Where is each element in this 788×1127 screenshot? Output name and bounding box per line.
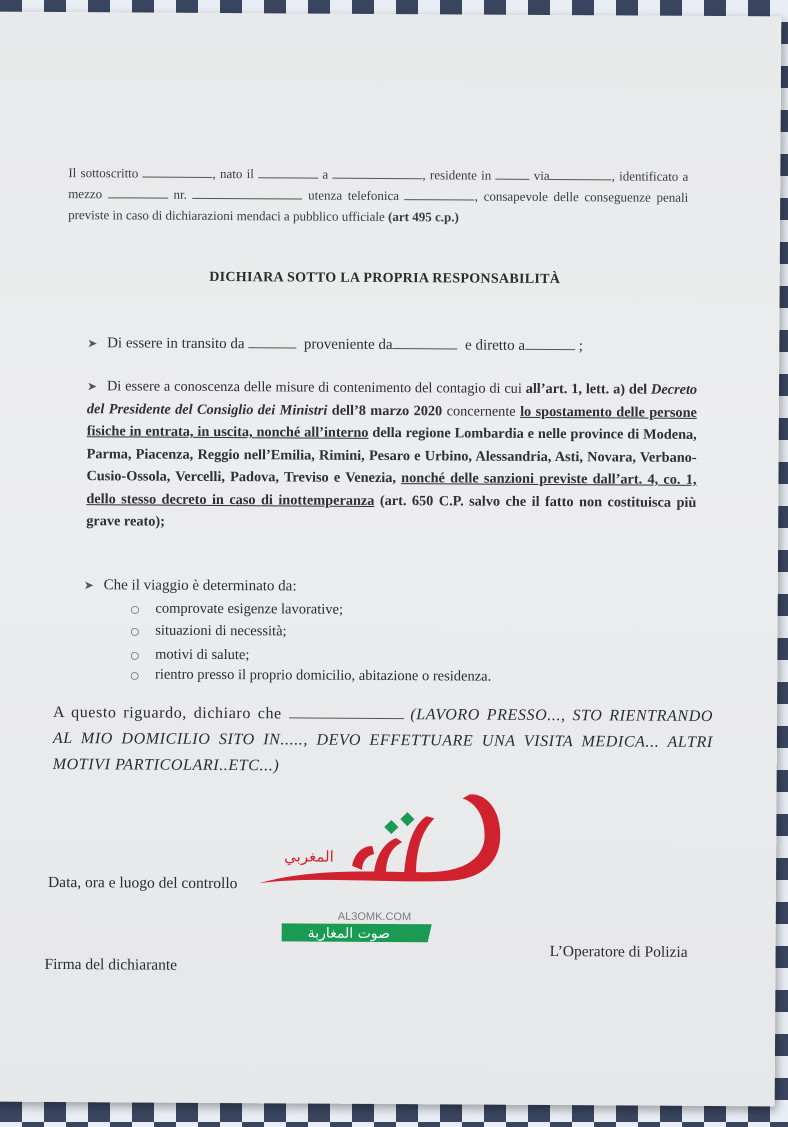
awareness-paragraph	[86, 375, 697, 536]
reason-option[interactable]	[131, 622, 287, 640]
travel-reason-label: Che il viaggio è determinato da:	[103, 577, 297, 595]
intro-text: nr.	[173, 186, 187, 202]
reason-option-label: motivi di salute;	[155, 646, 250, 664]
intro-text: utenza telefonica	[308, 187, 400, 204]
officer-signature-label: L’Operatore di Polizia	[549, 943, 688, 961]
circle-bullet-icon: ○	[130, 604, 140, 616]
declaration-blank[interactable]	[289, 703, 404, 719]
movement-clause: lo spostamento delle persone fisiche in entrata, in uscita, nonché all’interno	[86, 403, 697, 441]
street-blank	[550, 167, 612, 180]
declaration-lead: A questo riguardo, dichiaro che	[53, 703, 282, 723]
origin-label: proveniente da	[303, 336, 393, 354]
transit-from-blank	[248, 335, 296, 348]
id-number-blank	[193, 186, 303, 200]
name-blank	[143, 165, 213, 178]
destination-blank	[525, 337, 575, 350]
circle-bullet-icon: ○	[130, 670, 140, 682]
regions-list: della regione Lombardia e nelle province di Modena, Parma, Piacenza, Reggio nell’Emilia, Rimini, Pesaro e Urbino, Alessandria, Asti, Novara, Verbano-Cusio-Ossola, Vercelli, Padova, Treviso e Venezia,	[86, 424, 697, 487]
declaration-statement	[53, 700, 713, 782]
intro-text: via	[533, 167, 550, 184]
watermark-subtitle: المغربي	[284, 847, 334, 866]
penal-code-ref: (art. 650 C.P. salvo che il fatto non costituisca più grave reato);	[86, 492, 697, 530]
intro-text: Il sottoscritto	[68, 165, 139, 181]
intro-text: a	[322, 166, 329, 182]
declarant-signature-label: Firma del dichiarante	[44, 955, 178, 974]
reason-option-label: comprovate esigenze lavorative;	[155, 600, 344, 618]
document-page	[0, 12, 781, 1107]
watermark-site: AL3OMK.COM	[337, 910, 412, 924]
date-place-label: Data, ora e luogo del controllo	[47, 873, 238, 893]
awareness-text: Di essere a conoscenza delle misure di contenimento del contagio di cui	[106, 378, 522, 397]
intro-law-ref: (art 495 c.p.)	[387, 209, 459, 225]
intro-text: , residente in	[422, 167, 492, 183]
reason-option[interactable]	[131, 600, 343, 618]
reason-option[interactable]	[130, 646, 249, 664]
destination-label: e diretto a	[465, 337, 526, 354]
transit-line	[87, 332, 583, 356]
circle-bullet-icon: ○	[130, 650, 140, 662]
id-type-blank	[108, 185, 168, 198]
arrow-bullet-icon: ➤	[87, 336, 98, 351]
circle-bullet-icon: ○	[130, 626, 140, 638]
intro-text: , nato il	[212, 165, 254, 182]
semicolon: ;	[578, 338, 584, 355]
declaration-hint: (LAVORO PRESSO..., STO RIENTRANDO AL MIO DOMICILIO SITO IN....., DEVO EFFETTUARE UNA VISITA MEDICA... ALTRI MOTIVI PARTICOLARI..ETC...)	[52, 706, 714, 775]
reason-option-label: situazioni di necessità;	[155, 622, 287, 640]
residence-blank	[495, 167, 529, 180]
page-title: DICHIARA SOTTO LA PROPRIA RESPONSABILITÀ	[209, 269, 561, 288]
birthplace-blank	[332, 166, 422, 180]
decree-date: dell’8 marzo 2020	[331, 402, 443, 419]
intro-text: , identificato a mezzo	[68, 168, 689, 202]
travel-reason-heading	[84, 577, 297, 595]
reason-option[interactable]	[130, 666, 491, 685]
article-ref: all’art. 1, lett. a) del	[525, 380, 648, 398]
origin-blank	[393, 336, 458, 349]
watermark-logo	[254, 783, 525, 945]
watermark-slogan: صوت المغاربة	[307, 925, 390, 943]
phone-blank	[405, 187, 475, 200]
birthdate-blank	[258, 165, 318, 178]
reason-option-label: rientro presso il proprio domicilio, abitazione o residenza.	[154, 666, 492, 685]
transit-from-label: Di essere in transito da	[107, 335, 245, 353]
sanctions-clause: nonché delle sanzioni previste dall’art. 4, co. 1, dello stesso decreto in caso di inottemperanza	[86, 470, 697, 509]
declarant-intro	[68, 162, 688, 229]
arrow-bullet-icon: ➤	[87, 379, 98, 394]
arrow-bullet-icon: ➤	[83, 578, 94, 593]
intro-text: , consapevole delle conseguenze penali previste in caso di dichiarazioni mendaci a pubblico ufficiale	[68, 188, 689, 225]
decree-name: Decreto del Presidente del Consiglio dei Ministri	[86, 381, 698, 419]
awareness-text: concernente	[446, 402, 516, 420]
